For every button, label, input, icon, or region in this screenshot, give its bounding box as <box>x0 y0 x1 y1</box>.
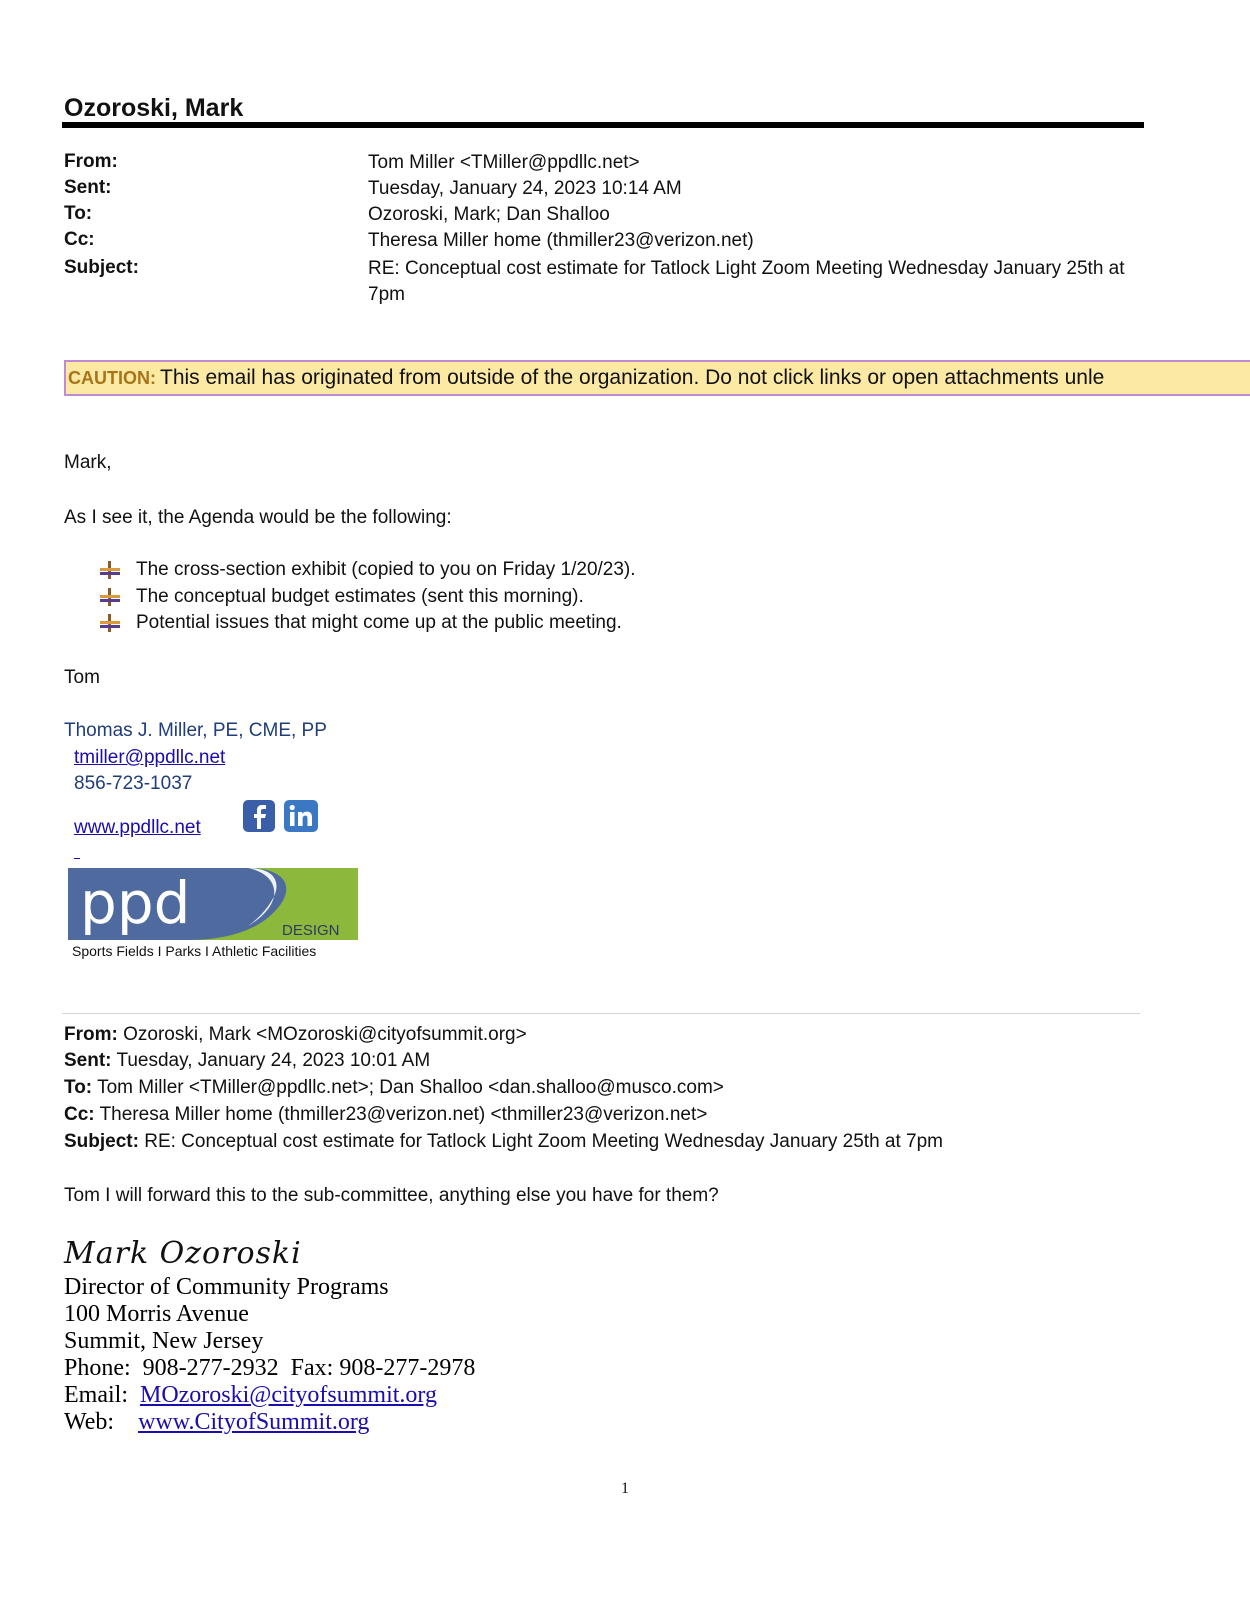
agenda-item: The cross-section exhibit (copied to you on Friday 1/20/23). <box>136 559 636 580</box>
subject-value: RE: Conceptual cost estimate for Tatlock Light Zoom Meeting Wednesday January 25th at 7pm <box>368 258 1125 305</box>
sent-label: Sent: <box>64 177 112 198</box>
page-owner-name: Ozoroski, Mark <box>64 94 244 122</box>
mark-email-link[interactable]: MOzoroski@cityofsummit.org <box>139 1382 437 1408</box>
fax-label: Fax: <box>290 1355 334 1381</box>
phone-label: Phone: <box>64 1355 131 1381</box>
agenda-item: Potential issues that might come up at the public meeting. <box>136 612 622 633</box>
bullet-icon <box>98 613 122 633</box>
mark-address1: 100 Morris Avenue <box>64 1301 249 1327</box>
header-rule <box>62 122 1144 128</box>
cc-value: Theresa Miller home (thmiller23@verizon.net) <box>368 230 754 251</box>
ppd-logo <box>68 868 358 940</box>
fw-to-label: To: <box>64 1077 93 1098</box>
to-value: Ozoroski, Mark; Dan Shalloo <box>368 204 610 225</box>
cc-label: Cc: <box>64 229 95 250</box>
greeting: Mark, <box>64 452 112 473</box>
email-label: Email: <box>64 1382 128 1408</box>
message-separator <box>62 1013 1140 1014</box>
linkedin-icon[interactable] <box>283 799 319 833</box>
mark-address2: Summit, New Jersey <box>64 1328 264 1354</box>
fw-cc-label: Cc: <box>64 1104 95 1125</box>
mark-phone-line <box>64 1355 475 1382</box>
signature-website-link[interactable]: www.ppdllc.net <box>74 817 201 838</box>
mark-web-line <box>64 1409 369 1436</box>
facebook-icon[interactable] <box>242 799 276 833</box>
signature-email-link[interactable]: tmiller@ppdllc.net <box>74 747 226 768</box>
web-label: Web: <box>64 1409 115 1435</box>
mark-signature-name: Mark Ozoroski <box>64 1236 302 1271</box>
fw-sent-label: Sent: <box>64 1050 112 1071</box>
phone-value: 908-277-2932 <box>142 1355 279 1381</box>
fw-from-label: From: <box>64 1024 118 1045</box>
signature-name: Thomas J. Miller, PE, CME, PP <box>64 720 327 741</box>
subject-label: Subject: <box>64 257 139 278</box>
closing-name: Tom <box>64 667 100 688</box>
mark-email-line <box>64 1382 437 1409</box>
caution-banner <box>64 360 1250 396</box>
caution-label: CAUTION: <box>68 368 156 388</box>
signature-phone: 856-723-1037 <box>74 773 193 794</box>
logo-sub: DESIGN <box>282 922 340 939</box>
from-value: Tom Miller <TMiller@ppdllc.net> <box>368 152 640 173</box>
fw-from-value: Ozoroski, Mark <MOzoroski@cityofsummit.org> <box>123 1024 527 1045</box>
from-label: From: <box>64 151 118 172</box>
sent-value: Tuesday, January 24, 2023 10:14 AM <box>368 178 682 199</box>
caution-text: This email has originated from outside of the organization. Do not click links or open attachments unle <box>160 366 1105 389</box>
signature-divider-mark <box>74 858 80 859</box>
agenda-item: The conceptual budget estimates (sent this morning). <box>136 586 584 607</box>
fw-sent-value: Tuesday, January 24, 2023 10:01 AM <box>116 1050 431 1071</box>
mark-web-link[interactable]: www.CityofSummit.org <box>138 1409 370 1435</box>
fax-value: 908-277-2978 <box>339 1355 476 1381</box>
intro-text: As I see it, the Agenda would be the following: <box>64 507 452 528</box>
bullet-icon <box>98 587 122 607</box>
fw-to-value: Tom Miller <TMiller@ppdllc.net>; Dan Shalloo <dan.shalloo@musco.com> <box>97 1077 724 1098</box>
page-number: 1 <box>621 1480 629 1497</box>
mark-title: Director of Community Programs <box>64 1274 389 1300</box>
logo-tagline: Sports Fields I Parks I Athletic Facilities <box>72 943 317 959</box>
bullet-icon <box>98 560 122 580</box>
logo-text: ppd <box>80 869 191 937</box>
fw-cc-value: Theresa Miller home (thmiller23@verizon.net) <thmiller23@verizon.net> <box>99 1104 708 1125</box>
fw-subject-label: Subject: <box>64 1131 139 1152</box>
to-label: To: <box>64 203 93 224</box>
forwarded-message: Tom I will forward this to the sub-committee, anything else you have for them? <box>64 1185 719 1206</box>
fw-subject-value: RE: Conceptual cost estimate for Tatlock Light Zoom Meeting Wednesday January 25th at 7pm <box>144 1131 944 1152</box>
